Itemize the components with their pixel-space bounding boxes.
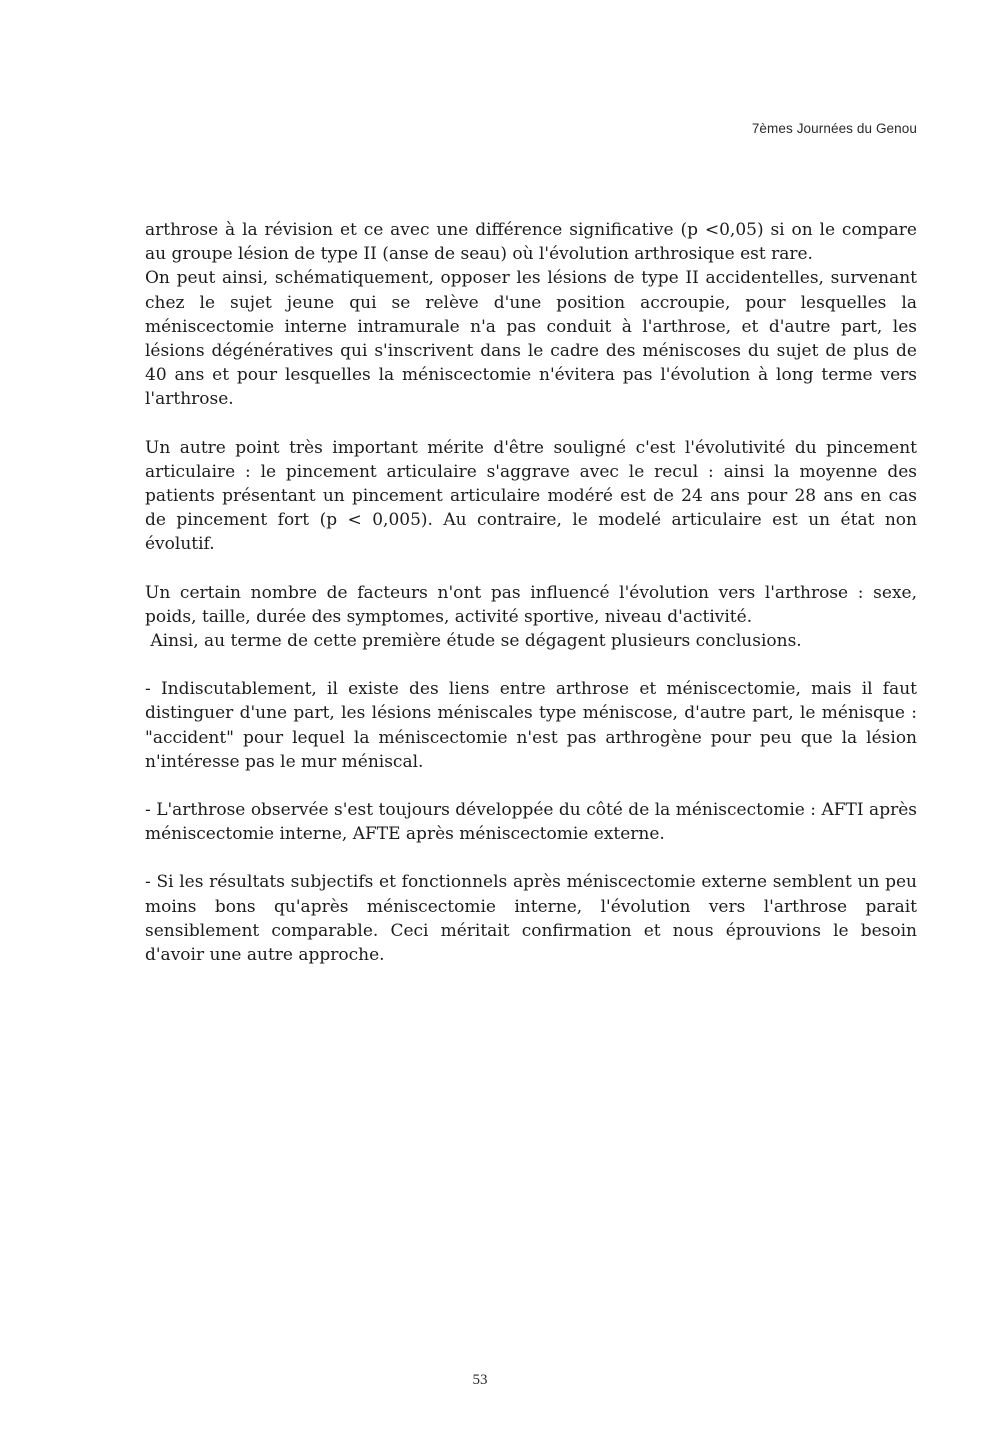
paragraph-gap	[145, 846, 917, 870]
paragraph-opposer-lesions: On peut ainsi, schématiquement, opposer les lésions de type II accidentelles, survenant chez le sujet jeune qui se relève d'une position accroupie, pour lesquelles la méniscectomie interne intramurale n'a pas conduit à l'arthrose, et d'autre part, les lésions dégénératives qui s'inscrivent dans le cadre des méniscoses du sujet de plus de 40 ans et pour lesquelles la méniscectomie n'évitera pas l'évolution à long terme vers l'arthrose.	[145, 268, 917, 410]
paragraph-gap	[145, 557, 917, 581]
paragraph-gap	[145, 774, 917, 798]
paragraph-gap	[145, 653, 917, 677]
conclusion-item-liens: - Indiscutablement, il existe des liens entre arthrose et méniscectomie, mais il faut distinguer d'une part, les lésions méniscales type méniscose, d'autre part, le ménisque : "accident" pour lequel la méniscectomie n'est pas arthrogène pour peu que la lésion n'intéresse pas le mur méniscal.	[145, 679, 917, 772]
running-header: 7èmes Journées du Genou	[751, 121, 917, 136]
page-number: 53	[472, 1372, 488, 1388]
paragraph-gap	[145, 412, 917, 436]
paragraph-facteurs: Un certain nombre de facteurs n'ont pas influencé l'évolution vers l'arthrose : sexe, poids, taille, durée des symptomes, activité sportive, niveau d'activité.	[145, 582, 917, 627]
paragraph-conclusions-intro: Ainsi, au terme de cette première étude se dégagent plusieurs conclusions.	[145, 631, 802, 652]
document-body	[145, 218, 917, 967]
paragraph-pincement: Un autre point très important mérite d'être souligné c'est l'évolutivité du pincement articulaire : le pincement articulaire s'aggrave avec le recul : ainsi la moyenne des patients présentant un pincement articulaire modéré est de 24 ans pour 28 ans en cas de pincement fort (p < 0,005). Au contraire, le modelé articulaire est un état non évolutif.	[145, 437, 917, 555]
conclusion-item-resultats: - Si les résultats subjectifs et fonctionnels après méniscectomie externe semblent un peu moins bons qu'après méniscectomie interne, l'évolution vers l'arthrose parait sensiblement comparable. Ceci méritait confirmation et nous éprouvions le besoin d'avoir une autre approche.	[145, 872, 917, 966]
conclusion-item-cote: - L'arthrose observée s'est toujours développée du côté de la méniscectomie : AFTI après méniscectomie interne, AFTE après méniscectomie externe.	[145, 800, 917, 845]
paragraph-arthrose-revision: arthrose à la révision et ce avec une différence significative (p <0,05) si on le compare au groupe lésion de type II (anse de seau) où l'évolution arthrosique est rare.	[145, 220, 917, 265]
